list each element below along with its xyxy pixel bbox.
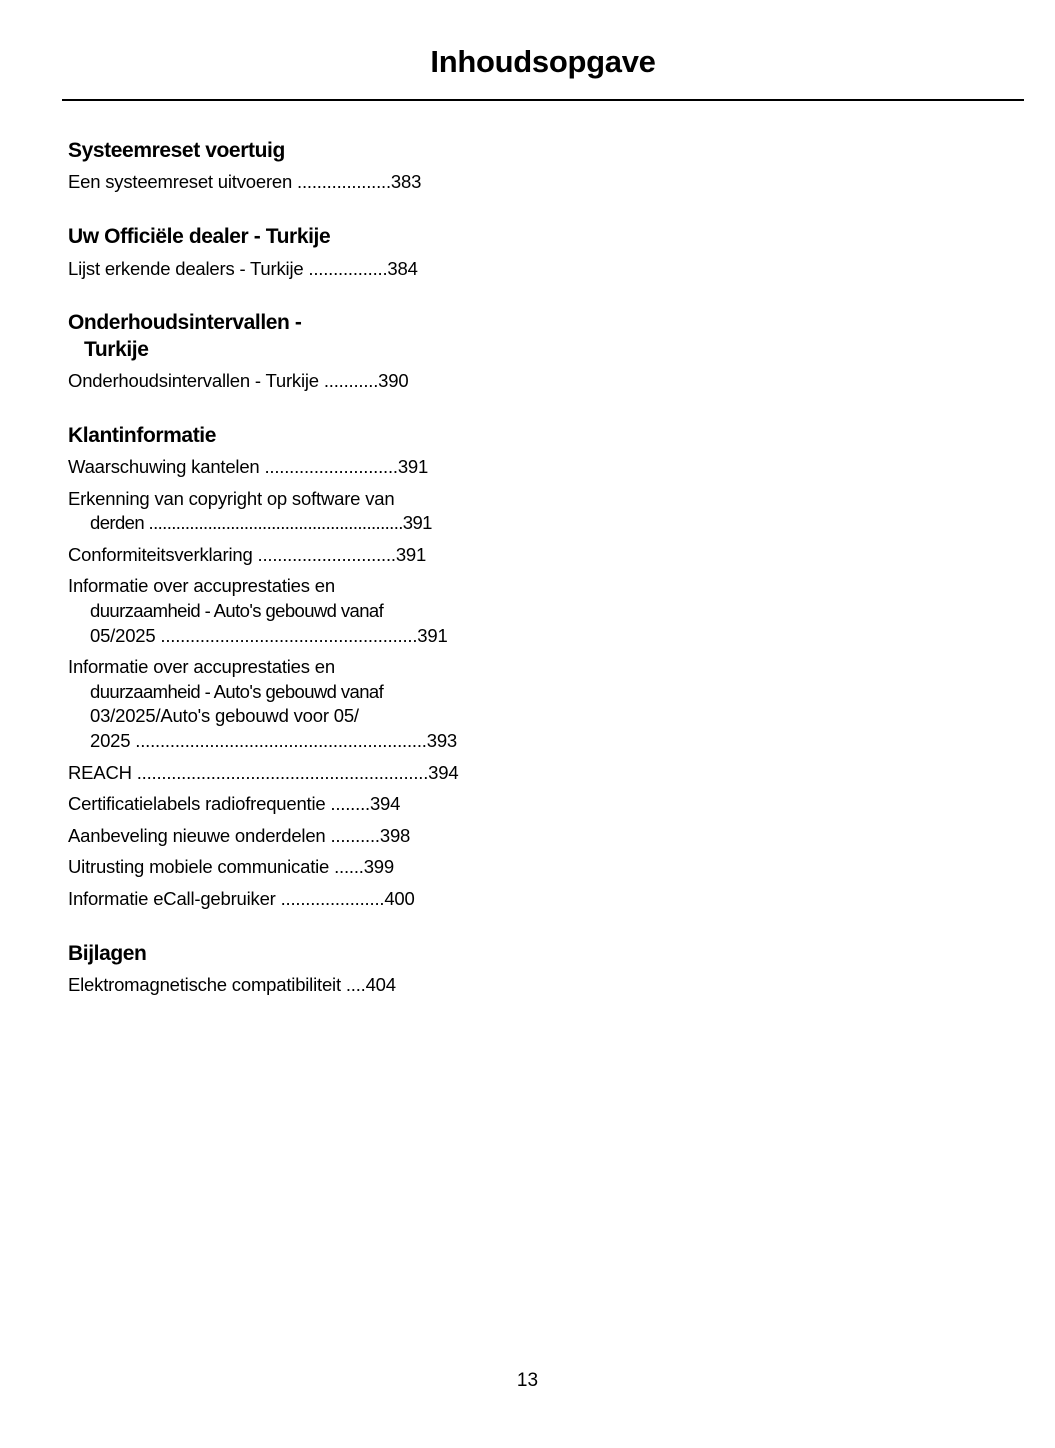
toc-entry[interactable] bbox=[68, 792, 524, 817]
toc-entry-line: Informatie eCall-gebruiker .....................400 bbox=[68, 887, 415, 909]
toc-entry-line: 03/2025/Auto's gebouwd voor 05/ bbox=[90, 705, 359, 727]
toc-entry[interactable] bbox=[68, 655, 524, 753]
toc-entry-line: Informatie over accuprestaties en bbox=[68, 656, 335, 678]
toc-entry[interactable] bbox=[68, 855, 524, 880]
toc-entry-line: Een systeemreset uitvoeren ...................383 bbox=[68, 171, 422, 193]
toc-entry-line: REACH ...........................................................394 bbox=[68, 761, 459, 783]
toc-entry-line: 05/2025 ....................................................391 bbox=[90, 624, 448, 646]
toc-entry-line: Waarschuwing kantelen ...........................391 bbox=[68, 456, 429, 478]
toc-entry[interactable] bbox=[68, 455, 524, 480]
toc-entry[interactable] bbox=[68, 487, 524, 536]
toc-entry-line: Erkenning van copyright op software van bbox=[68, 487, 395, 509]
toc-entry[interactable] bbox=[68, 257, 524, 282]
toc-entry[interactable] bbox=[68, 887, 524, 912]
toc-entry-line: Onderhoudsintervallen - Turkije ...........390 bbox=[68, 370, 409, 391]
toc-section-title: Klantinformatie bbox=[68, 423, 217, 447]
page-title: Inhoudsopgave bbox=[430, 44, 656, 79]
toc-entry[interactable] bbox=[68, 543, 524, 568]
toc-section-title: Systeemreset voertuig bbox=[68, 139, 285, 162]
toc-entry-line: derden ........................................................391 bbox=[90, 512, 432, 534]
toc-entry-line: Aanbeveling nieuwe onderdelen ..........398 bbox=[68, 824, 411, 846]
toc-entry[interactable] bbox=[68, 761, 524, 786]
toc-entry-line: Lijst erkende dealers - Turkije ................384 bbox=[68, 257, 418, 279]
toc-entry-line: Elektromagnetische compatibiliteit ....404 bbox=[68, 974, 396, 995]
toc-section bbox=[68, 401, 524, 912]
toc-entry-line: Informatie over accuprestaties en bbox=[68, 575, 335, 597]
toc-section-title bbox=[68, 288, 524, 363]
toc-entry-line: Certificatielabels radiofrequentie ........394 bbox=[68, 793, 401, 815]
toc-section-title: Uw Officiële dealer - Turkije bbox=[68, 225, 331, 249]
toc-entry-line: Conformiteitsverklaring ............................391 bbox=[68, 543, 427, 565]
toc-section bbox=[68, 138, 524, 195]
table-of-contents bbox=[68, 138, 524, 1005]
toc-entry[interactable] bbox=[68, 973, 524, 998]
header-divider bbox=[62, 99, 1024, 101]
toc-entry-line: Uitrusting mobiele communicatie ......399 bbox=[68, 856, 394, 878]
toc-section-title-line2: Turkije bbox=[84, 337, 149, 361]
toc-section bbox=[68, 202, 524, 281]
toc-entry[interactable] bbox=[68, 574, 524, 648]
toc-entry[interactable] bbox=[68, 824, 524, 849]
toc-entry-line: duurzaamheid - Auto's gebouwd vanaf bbox=[90, 680, 384, 702]
toc-entry-line: duurzaamheid - Auto's gebouwd vanaf bbox=[90, 600, 384, 622]
page-number: 13 bbox=[516, 1370, 539, 1391]
toc-section bbox=[68, 288, 524, 394]
toc-entry[interactable] bbox=[68, 170, 524, 195]
toc-entry[interactable] bbox=[68, 369, 524, 394]
toc-entry-line: 2025 ...........................................................393 bbox=[90, 729, 458, 751]
toc-section-title: Bijlagen bbox=[68, 941, 147, 965]
toc-section bbox=[68, 919, 524, 998]
toc-section-title-line1: Onderhoudsintervallen - bbox=[68, 311, 302, 335]
